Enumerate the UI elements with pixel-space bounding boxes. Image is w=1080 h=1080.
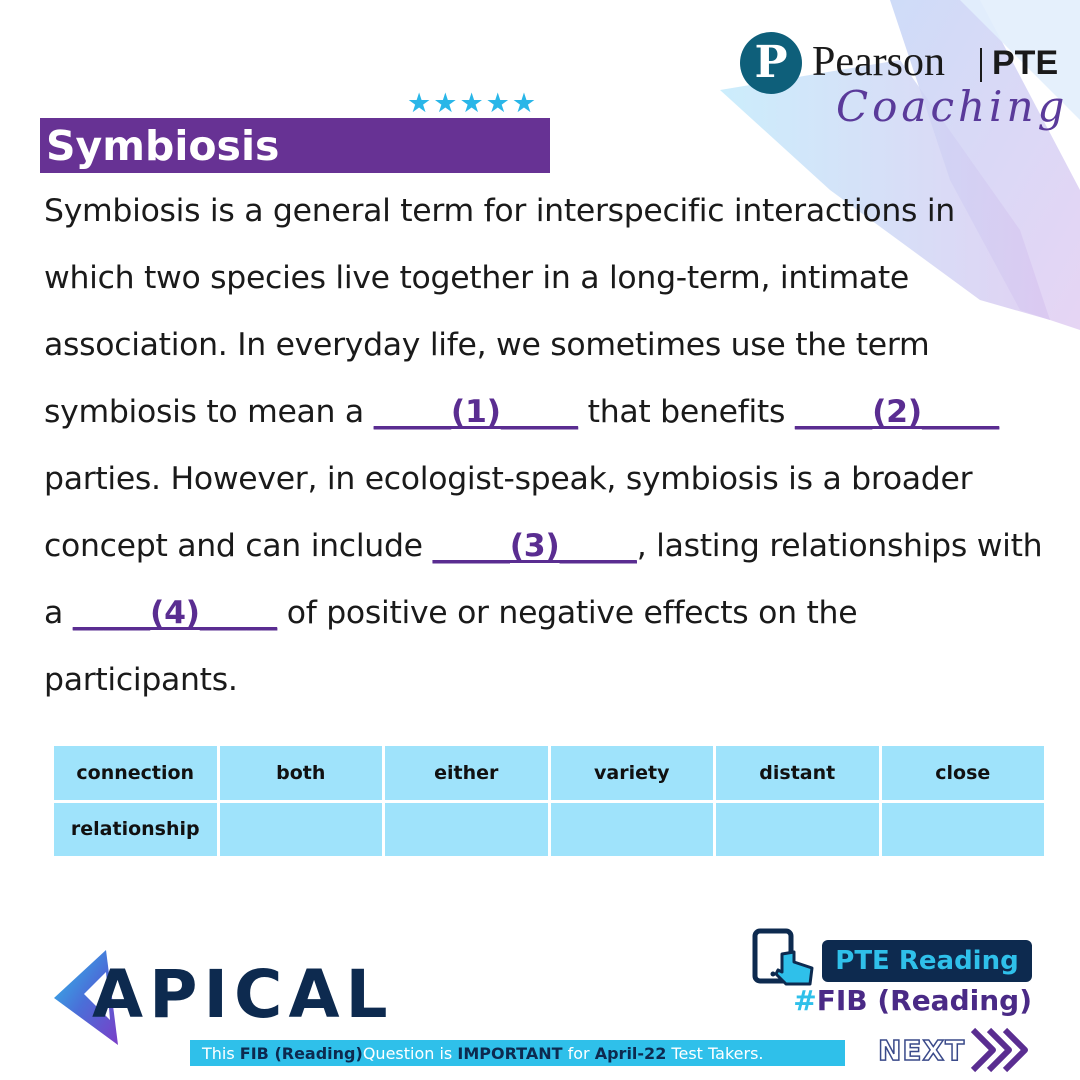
title-bar bbox=[40, 118, 550, 173]
double-chevron-right-icon bbox=[965, 1026, 1035, 1074]
page-title: Symbiosis bbox=[46, 121, 280, 170]
passage-text-4: , lasting relationships with a bbox=[44, 528, 1043, 631]
brand-divider bbox=[980, 48, 982, 82]
option-both[interactable]: both bbox=[220, 746, 383, 800]
option-either[interactable]: either bbox=[385, 746, 548, 800]
hash-symbol: # bbox=[793, 984, 817, 1017]
hashtag-text: FIB (Reading) bbox=[816, 984, 1032, 1017]
option-empty bbox=[882, 803, 1045, 857]
passage-text-5: of positive or negative effects on the participants. bbox=[44, 595, 858, 698]
option-empty bbox=[716, 803, 879, 857]
apical-wordmark: APICAL bbox=[92, 956, 394, 1033]
option-empty bbox=[220, 803, 383, 857]
star-icon: ★ bbox=[459, 88, 484, 118]
notice-text: for bbox=[567, 1043, 590, 1063]
rating-stars bbox=[407, 90, 536, 117]
notice-emphasis: IMPORTANT bbox=[457, 1043, 563, 1063]
passage-text-2: that benefits bbox=[577, 394, 795, 430]
hashtag-fib-reading bbox=[793, 984, 1032, 1017]
notice-emphasis: FIB (Reading) bbox=[239, 1043, 363, 1063]
option-distant[interactable]: distant bbox=[716, 746, 879, 800]
star-icon: ★ bbox=[485, 88, 510, 118]
notice-emphasis: April-22 bbox=[594, 1043, 667, 1063]
blank-4[interactable]: _____(4)_____ bbox=[72, 595, 278, 631]
star-icon: ★ bbox=[433, 88, 458, 118]
blank-1[interactable]: _____(1)_____ bbox=[373, 394, 578, 430]
pte-reading-label: PTE Reading bbox=[835, 946, 1019, 976]
notice-text: This bbox=[202, 1043, 235, 1063]
option-variety[interactable]: variety bbox=[551, 746, 714, 800]
option-relationship[interactable]: relationship bbox=[54, 803, 217, 857]
passage bbox=[44, 178, 1054, 714]
passage-text-3: parties. However, in ecologist-speak, symbiosis is a broader concept and can include bbox=[44, 461, 973, 564]
option-connection[interactable]: connection bbox=[54, 746, 217, 800]
notice-bar bbox=[190, 1040, 845, 1066]
word-options-table bbox=[54, 746, 1044, 856]
blank-3[interactable]: _____(3)_____ bbox=[432, 528, 637, 564]
option-empty bbox=[551, 803, 714, 857]
star-icon: ★ bbox=[511, 88, 537, 118]
star-icon: ★ bbox=[407, 88, 432, 118]
passage-text-1: Symbiosis is a general term for interspecific interactions in which two species live together in a long-term, intimate association. In everyday life, we sometimes use the term symbiosis to mean a bbox=[44, 193, 955, 430]
notice-text: Question is bbox=[362, 1043, 453, 1063]
pte-reading-badge bbox=[822, 940, 1032, 982]
option-empty bbox=[385, 803, 548, 857]
notice-text: Test Takers. bbox=[671, 1043, 764, 1063]
next-label: NEXT bbox=[878, 1033, 966, 1067]
pearson-pte-coaching-logo bbox=[740, 30, 1070, 150]
pearson-p-icon: P bbox=[740, 32, 802, 94]
brand-pearson: Pearson bbox=[812, 39, 945, 85]
brand-coaching: Coaching bbox=[836, 82, 1069, 131]
brand-pte: PTE bbox=[992, 44, 1059, 82]
blank-2[interactable]: _____(2)_____ bbox=[794, 394, 1000, 430]
tablet-tap-icon bbox=[752, 928, 818, 986]
next-button[interactable] bbox=[878, 1026, 1035, 1074]
option-close[interactable]: close bbox=[882, 746, 1045, 800]
